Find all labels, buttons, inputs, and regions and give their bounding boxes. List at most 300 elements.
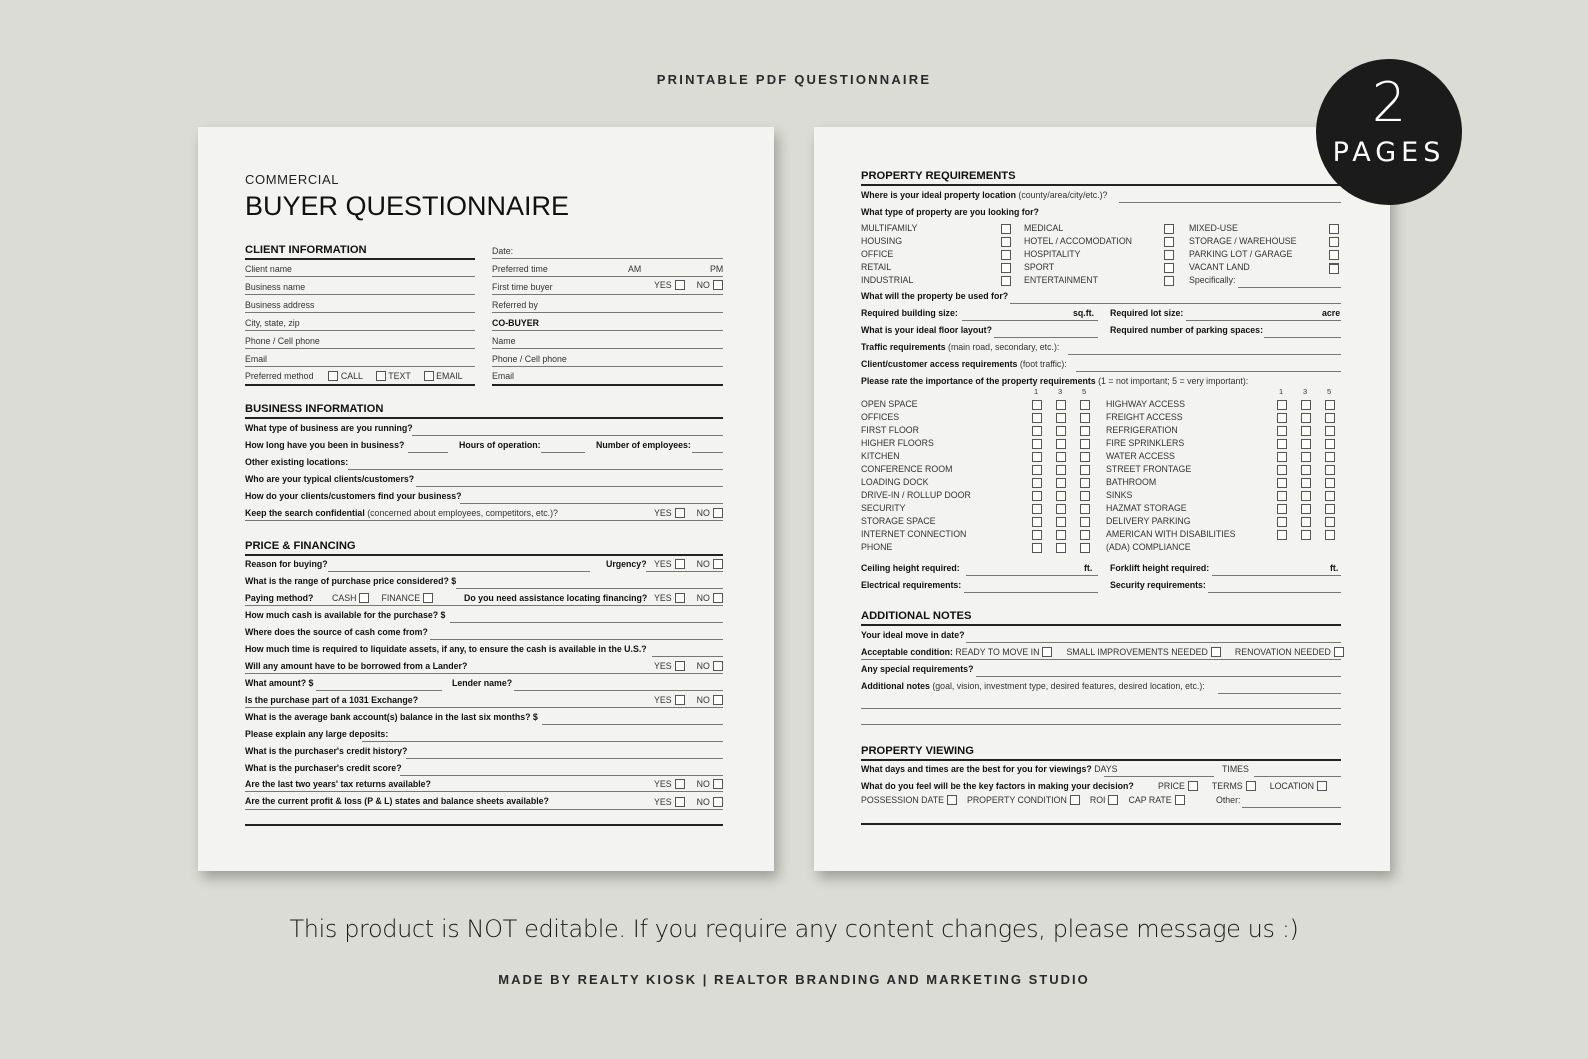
rating-checkbox[interactable] <box>1080 478 1090 488</box>
questionnaire-page-1 <box>198 127 774 871</box>
section-business-info: BUSINESS INFORMATION <box>245 403 384 415</box>
floor-layout-field[interactable] <box>994 337 1098 338</box>
row-rule <box>861 659 1341 660</box>
lender-field[interactable] <box>514 690 723 691</box>
business-address-label: Business address <box>245 300 315 310</box>
checkbox[interactable] <box>713 695 723 705</box>
special-field[interactable] <box>976 676 1341 677</box>
business-address-field[interactable] <box>245 312 475 313</box>
q-confidential-label: Keep the search confidential <box>245 508 365 518</box>
first-time-buyer-label: First time buyer <box>492 282 553 292</box>
property-condition-checkbox[interactable] <box>1070 795 1080 805</box>
times-field[interactable] <box>1254 776 1341 777</box>
rating-checkbox[interactable] <box>1056 478 1066 488</box>
rating-checkbox[interactable] <box>1032 426 1042 436</box>
specifically-field[interactable] <box>1238 287 1341 288</box>
rating-item-label: (ADA) COMPLIANCE <box>1106 542 1191 552</box>
property-condition-label: PROPERTY CONDITION <box>966 795 1067 805</box>
yes-label: YES <box>654 280 672 290</box>
specifically-label: Specifically: <box>1189 275 1236 285</box>
parking-field[interactable] <box>1264 337 1341 338</box>
row-rule <box>245 791 723 792</box>
preferred-time-field[interactable] <box>492 276 723 277</box>
cash-label: CASH <box>332 593 357 603</box>
range-field[interactable] <box>456 588 723 589</box>
rating-checkbox[interactable] <box>1301 465 1311 475</box>
rating-item-label: STREET FRONTAGE <box>1106 464 1192 474</box>
checkbox[interactable] <box>713 779 723 789</box>
rating-checkbox[interactable] <box>1325 504 1335 514</box>
q-credit-score: What is the purchaser's credit score? <box>245 763 402 773</box>
notice-text: This product is NOT editable. If you require any content changes, please message us :) <box>289 915 1299 943</box>
form-title: BUYER QUESTIONNAIRE <box>245 191 570 221</box>
property-type-checkbox[interactable] <box>1329 264 1339 274</box>
co-email-field[interactable] <box>492 384 723 386</box>
small-checkbox[interactable] <box>1211 647 1221 657</box>
rating-checkbox[interactable] <box>1032 504 1042 514</box>
no-label: NO <box>696 280 710 290</box>
rating-item-label: BATHROOM <box>1106 477 1157 487</box>
rating-checkbox[interactable] <box>1277 400 1287 410</box>
security-label: Security requirements: <box>1110 580 1206 590</box>
client-name-label: Client name <box>245 264 292 274</box>
rating-checkbox[interactable] <box>1301 413 1311 423</box>
business-length-field[interactable] <box>408 452 448 453</box>
renovation-label: RENOVATION NEEDED <box>1234 647 1331 657</box>
additional-label: Additional notes <box>861 681 930 691</box>
no-label: NO <box>696 559 710 569</box>
rating-item-label: CONFERENCE ROOM <box>861 464 953 474</box>
property-type-label: MULTIFAMILY <box>861 223 918 233</box>
email-label: Email <box>245 354 267 364</box>
date-field[interactable] <box>492 258 723 259</box>
call-checkbox[interactable] <box>328 371 338 381</box>
additional-hint: (goal, vision, investment type, desired features, desired location, etc.): <box>932 681 1205 691</box>
credit-history-field[interactable] <box>406 758 723 759</box>
rating-checkbox[interactable] <box>1301 452 1311 462</box>
q-credit-history: What is the purchaser's credit history? <box>245 746 408 756</box>
ready-checkbox[interactable] <box>1042 647 1052 657</box>
yes-label: YES <box>654 779 672 789</box>
terms-label: TERMS <box>1211 781 1243 791</box>
checkbox[interactable] <box>713 280 723 290</box>
email-checkbox[interactable] <box>424 371 434 381</box>
yes-label: YES <box>654 797 672 807</box>
checkbox[interactable] <box>675 559 685 569</box>
rating-checkbox[interactable] <box>1277 491 1287 501</box>
rating-checkbox[interactable] <box>1032 465 1042 475</box>
rating-checkbox[interactable] <box>1056 400 1066 410</box>
rating-checkbox[interactable] <box>1080 491 1090 501</box>
q-profit-loss: Are the current profit & loss (P & L) states and balance sheets available? <box>245 796 549 806</box>
business-name-label: Business name <box>245 282 306 292</box>
credit-score-field[interactable] <box>400 775 723 776</box>
q-assist-financing: Do you need assistance locating financing? <box>464 593 648 603</box>
reason-field[interactable] <box>328 571 590 572</box>
rating-checkbox[interactable] <box>1325 413 1335 423</box>
rating-item-label: HIGHWAY ACCESS <box>1106 399 1186 409</box>
rating-checkbox[interactable] <box>1056 452 1066 462</box>
rating-checkbox[interactable] <box>1277 452 1287 462</box>
business-name-field[interactable] <box>245 294 475 295</box>
checkbox[interactable] <box>675 661 685 671</box>
checkbox[interactable] <box>675 508 685 518</box>
other-locations-field[interactable] <box>348 469 723 470</box>
rating-checkbox[interactable] <box>1080 452 1090 462</box>
rating-scale-label: 3 <box>1303 387 1308 396</box>
rating-item-label: DELIVERY PARKING <box>1106 516 1191 526</box>
property-type-checkbox[interactable] <box>1329 250 1339 260</box>
co-buyer-rule <box>492 330 723 331</box>
roi-checkbox[interactable] <box>1108 795 1118 805</box>
urgency-label: Urgency? <box>606 559 647 569</box>
rating-scale-label: 3 <box>1058 387 1063 396</box>
rating-checkbox[interactable] <box>1325 478 1335 488</box>
city-field[interactable] <box>245 330 475 331</box>
section-rule <box>245 417 723 419</box>
checkbox[interactable] <box>713 508 723 518</box>
price-checkbox[interactable] <box>1188 781 1198 791</box>
rating-checkbox[interactable] <box>1080 439 1090 449</box>
property-type-checkbox[interactable] <box>1329 224 1339 234</box>
property-type-checkbox[interactable] <box>1001 237 1011 247</box>
rating-checkbox[interactable] <box>1032 530 1042 540</box>
rating-checkbox[interactable] <box>1325 452 1335 462</box>
rating-checkbox[interactable] <box>1080 530 1090 540</box>
section-rule <box>861 759 1341 761</box>
renovation-checkbox[interactable] <box>1334 647 1344 657</box>
checkbox[interactable] <box>713 661 723 671</box>
building-size-field[interactable] <box>962 320 1098 321</box>
property-type-checkbox[interactable] <box>1001 250 1011 260</box>
typical-clients-field[interactable] <box>416 486 723 487</box>
property-type-checkbox[interactable] <box>1001 263 1011 273</box>
property-type-label: OFFICE <box>861 249 894 259</box>
condition-label: Acceptable condition: <box>861 647 953 657</box>
rating-checkbox[interactable] <box>1032 439 1042 449</box>
q-business-length: How long have you been in business? <box>245 440 405 450</box>
rating-item-label: REFRIGERATION <box>1106 425 1178 435</box>
rating-checkbox[interactable] <box>1056 465 1066 475</box>
checkbox[interactable] <box>675 779 685 789</box>
assist-options[interactable] <box>654 593 723 603</box>
property-type-checkbox[interactable] <box>1164 250 1174 260</box>
section-price-financing: PRICE & FINANCING <box>245 540 356 552</box>
confidential-options[interactable] <box>654 508 723 518</box>
rating-checkbox[interactable] <box>1325 426 1335 436</box>
checkbox[interactable] <box>713 559 723 569</box>
row-rule <box>245 673 723 674</box>
rating-checkbox[interactable] <box>1301 426 1311 436</box>
rating-checkbox[interactable] <box>1277 478 1287 488</box>
rating-checkbox[interactable] <box>1325 491 1335 501</box>
rating-checkbox[interactable] <box>1056 491 1066 501</box>
client-name-field[interactable] <box>245 276 475 277</box>
rating-checkbox[interactable] <box>1080 504 1090 514</box>
rating-checkbox[interactable] <box>1277 465 1287 475</box>
paying-options[interactable] <box>332 593 433 603</box>
property-type-label: HOSPITALITY <box>1024 249 1081 259</box>
page-end-rule <box>861 823 1341 825</box>
rating-checkbox[interactable] <box>1325 530 1335 540</box>
rating-checkbox[interactable] <box>1325 517 1335 527</box>
rating-checkbox[interactable] <box>1056 504 1066 514</box>
rating-checkbox[interactable] <box>1277 530 1287 540</box>
hours-field[interactable] <box>541 452 585 453</box>
yes-label: YES <box>654 593 672 603</box>
co-name-field[interactable] <box>492 348 723 349</box>
property-type-label: ENTERTAINMENT <box>1024 275 1098 285</box>
location-label: LOCATION <box>1269 781 1315 791</box>
first-time-field <box>492 294 723 295</box>
checkbox[interactable] <box>713 593 723 603</box>
property-type-checkbox[interactable] <box>1164 276 1174 286</box>
form-kicker: COMMERCIAL <box>245 172 340 187</box>
badge-number: 2 <box>1371 71 1407 134</box>
rating-checkbox[interactable] <box>1056 543 1066 553</box>
rating-checkbox[interactable] <box>1056 517 1066 527</box>
page-header: PRINTABLE PDF QUESTIONNAIRE <box>656 72 932 87</box>
call-label: CALL <box>340 371 363 381</box>
other-label: Other: <box>1216 795 1241 805</box>
row-rule <box>245 707 723 708</box>
exchange-options[interactable] <box>654 695 723 705</box>
possession-label: POSSESSION DATE <box>861 795 944 805</box>
section-property-requirements: PROPERTY REQUIREMENTS <box>861 170 1016 182</box>
cap-rate-checkbox[interactable] <box>1175 795 1185 805</box>
cash-available-field[interactable] <box>450 622 723 623</box>
rating-checkbox[interactable] <box>1301 400 1311 410</box>
no-label: NO <box>696 695 710 705</box>
rating-checkbox[interactable] <box>1080 413 1090 423</box>
q-reason: Reason for buying? <box>245 559 328 569</box>
rating-checkbox[interactable] <box>1080 517 1090 527</box>
rating-checkbox[interactable] <box>1277 439 1287 449</box>
borrow-options[interactable] <box>654 661 723 671</box>
deposits-field[interactable] <box>362 741 723 742</box>
q-find-business: How do your clients/customers find your business? <box>245 491 462 501</box>
property-type-checkbox[interactable] <box>1164 263 1174 273</box>
property-type-label: HOTEL / ACCOMODATION <box>1024 236 1133 246</box>
rating-checkbox[interactable] <box>1080 465 1090 475</box>
email-field[interactable] <box>245 366 475 367</box>
building-size-label: Required building size: <box>861 308 958 318</box>
q-typical-clients: Who are your typical clients/customers? <box>245 474 415 484</box>
balance-field[interactable] <box>542 724 723 725</box>
rating-checkbox[interactable] <box>1032 413 1042 423</box>
rate-instruction <box>861 376 1248 386</box>
rating-item-label: OFFICES <box>861 412 900 422</box>
rating-checkbox[interactable] <box>1056 530 1066 540</box>
referred-field[interactable] <box>492 312 723 313</box>
access-hint: (foot traffic): <box>1019 359 1067 369</box>
finance-checkbox[interactable] <box>423 593 433 603</box>
city-label: City, state, zip <box>245 318 300 328</box>
acre-unit: acre <box>1322 308 1341 318</box>
parking-label: Required number of parking spaces: <box>1110 325 1264 335</box>
co-phone-label: Phone / Cell phone <box>492 354 567 364</box>
q-tax-returns: Are the last two years' tax returns available? <box>245 779 431 789</box>
checkbox[interactable] <box>713 797 723 807</box>
notes-field-1[interactable] <box>1218 693 1341 694</box>
rating-item-label: LOADING DOCK <box>861 477 929 487</box>
notes-field-3[interactable] <box>861 724 1341 725</box>
q-location <box>861 190 1107 200</box>
terms-checkbox[interactable] <box>1246 781 1256 791</box>
first-time-yes[interactable] <box>654 280 723 290</box>
checkbox[interactable] <box>675 797 685 807</box>
rating-item-label: KITCHEN <box>861 451 900 461</box>
row-rule <box>245 520 723 521</box>
rating-checkbox[interactable] <box>1301 504 1311 514</box>
preferred-time-label: Preferred time <box>492 264 548 274</box>
rating-scale-label: 5 <box>1082 387 1087 396</box>
rating-checkbox[interactable] <box>1080 543 1090 553</box>
q-liquidate: How much time is required to liquidate assets, if any, to ensure the cash is available in the U.S.? <box>245 644 647 654</box>
no-label: NO <box>696 779 710 789</box>
factors-label: What do you feel will be the key factors in making your decision? <box>861 781 1134 791</box>
electrical-label: Electrical requirements: <box>861 580 962 590</box>
factors-row-2 <box>861 795 1185 805</box>
lot-size-field[interactable] <box>1186 320 1341 321</box>
cash-checkbox[interactable] <box>359 593 369 603</box>
lot-size-label: Required lot size: <box>1110 308 1184 318</box>
rating-checkbox[interactable] <box>1277 517 1287 527</box>
special-label: Any special requirements? <box>861 664 974 674</box>
property-type-checkbox[interactable] <box>1329 237 1339 247</box>
rating-checkbox[interactable] <box>1325 439 1335 449</box>
credit-text: MADE BY REALTY KIOSK | REALTOR BRANDING AND MARKETING STUDIO <box>498 972 1090 987</box>
rating-checkbox[interactable] <box>1301 439 1311 449</box>
rating-checkbox[interactable] <box>1056 426 1066 436</box>
cash-source-field[interactable] <box>430 639 723 640</box>
access-label-text: Client/customer access requirements <box>861 359 1018 369</box>
rating-item-label: HAZMAT STORAGE <box>1106 503 1187 513</box>
section-additional-notes: ADDITIONAL NOTES <box>861 610 972 622</box>
rating-checkbox[interactable] <box>1032 400 1042 410</box>
employees-field[interactable] <box>692 452 723 453</box>
checkbox[interactable] <box>675 280 685 290</box>
rating-checkbox[interactable] <box>1301 491 1311 501</box>
rating-scale-label: 1 <box>1034 387 1039 396</box>
co-phone-field[interactable] <box>492 366 723 367</box>
section-rule <box>245 384 475 386</box>
row-rule <box>646 571 723 572</box>
no-label: NO <box>696 661 710 671</box>
location-checkbox[interactable] <box>1317 781 1327 791</box>
rating-checkbox[interactable] <box>1032 452 1042 462</box>
rating-item-label: PHONE <box>861 542 893 552</box>
row-rule <box>245 605 723 606</box>
forklift-field[interactable] <box>1212 575 1341 576</box>
rating-checkbox[interactable] <box>1277 426 1287 436</box>
phone-label: Phone / Cell phone <box>245 336 320 346</box>
rating-checkbox[interactable] <box>1032 491 1042 501</box>
rating-checkbox[interactable] <box>1325 400 1335 410</box>
section-client-info: CLIENT INFORMATION <box>245 244 367 256</box>
tax-options[interactable] <box>654 779 723 789</box>
rating-checkbox[interactable] <box>1277 504 1287 514</box>
property-type-label: VACANT LAND <box>1189 262 1250 272</box>
rating-checkbox[interactable] <box>1032 543 1042 553</box>
access-label <box>861 359 1067 369</box>
days-label: DAYS <box>1094 764 1118 774</box>
days-field[interactable] <box>1104 776 1214 777</box>
location-field[interactable] <box>1119 202 1341 203</box>
rating-checkbox[interactable] <box>1080 400 1090 410</box>
rating-checkbox[interactable] <box>1080 426 1090 436</box>
amount-field[interactable] <box>316 690 442 691</box>
rating-checkbox[interactable] <box>1325 465 1335 475</box>
rating-checkbox[interactable] <box>1301 517 1311 527</box>
rating-checkbox[interactable] <box>1056 413 1066 423</box>
hours-label: Hours of operation: <box>459 440 541 450</box>
no-label: NO <box>696 593 710 603</box>
checkbox[interactable] <box>675 695 685 705</box>
small-label: SMALL IMPROVEMENTS NEEDED <box>1066 647 1208 657</box>
q-confidential <box>245 508 558 518</box>
rating-checkbox[interactable] <box>1301 530 1311 540</box>
traffic-hint: (main road, secondary, etc.): <box>948 342 1060 352</box>
section-rule <box>245 554 723 556</box>
liquidate-field[interactable] <box>652 656 723 657</box>
other-field[interactable] <box>1242 807 1341 808</box>
phone-field[interactable] <box>245 348 475 349</box>
rating-checkbox[interactable] <box>1301 478 1311 488</box>
employees-label: Number of employees: <box>596 440 691 450</box>
property-use-field[interactable] <box>1010 303 1341 304</box>
pl-options[interactable] <box>654 797 723 807</box>
possession-checkbox[interactable] <box>947 795 957 805</box>
finance-label: FINANCE <box>381 593 421 603</box>
q-other-locations: Other existing locations: <box>245 457 349 467</box>
rating-checkbox[interactable] <box>1032 517 1042 527</box>
security-field[interactable] <box>1208 592 1341 593</box>
ceiling-field[interactable] <box>966 575 1098 576</box>
property-type-checkbox[interactable] <box>1164 237 1174 247</box>
rating-item-label: STORAGE SPACE <box>861 516 936 526</box>
property-type-checkbox[interactable] <box>1164 224 1174 234</box>
rating-scale-label: 5 <box>1327 387 1332 396</box>
rating-checkbox[interactable] <box>1277 413 1287 423</box>
notes-field-2[interactable] <box>861 708 1341 709</box>
property-type-label: MEDICAL <box>1024 223 1064 233</box>
property-type-checkbox[interactable] <box>1001 276 1011 286</box>
find-business-field[interactable] <box>460 503 723 504</box>
rating-checkbox[interactable] <box>1032 478 1042 488</box>
business-type-field[interactable] <box>412 435 723 436</box>
electrical-field[interactable] <box>964 592 1098 593</box>
lender-label: Lender name? <box>452 678 513 688</box>
move-in-field[interactable] <box>966 642 1341 643</box>
text-checkbox[interactable] <box>376 371 386 381</box>
property-type-label: MIXED-USE <box>1189 223 1238 233</box>
co-buyer-label: CO-BUYER <box>492 318 539 328</box>
floor-layout-label: What is your ideal floor layout? <box>861 325 992 335</box>
rating-item-label: SECURITY <box>861 503 906 513</box>
checkbox[interactable] <box>675 593 685 603</box>
traffic-field[interactable] <box>1068 354 1341 355</box>
email-option-label: EMAIL <box>436 371 463 381</box>
yes-label: YES <box>654 508 672 518</box>
q-balance: What is the average bank account(s) balance in the last six months? $ <box>245 712 538 722</box>
urgency-options[interactable] <box>654 559 723 569</box>
section-rule <box>861 184 1341 186</box>
property-type-checkbox[interactable] <box>1001 224 1011 234</box>
rating-checkbox[interactable] <box>1056 439 1066 449</box>
text-label: TEXT <box>388 371 411 381</box>
access-field[interactable] <box>1076 371 1341 372</box>
